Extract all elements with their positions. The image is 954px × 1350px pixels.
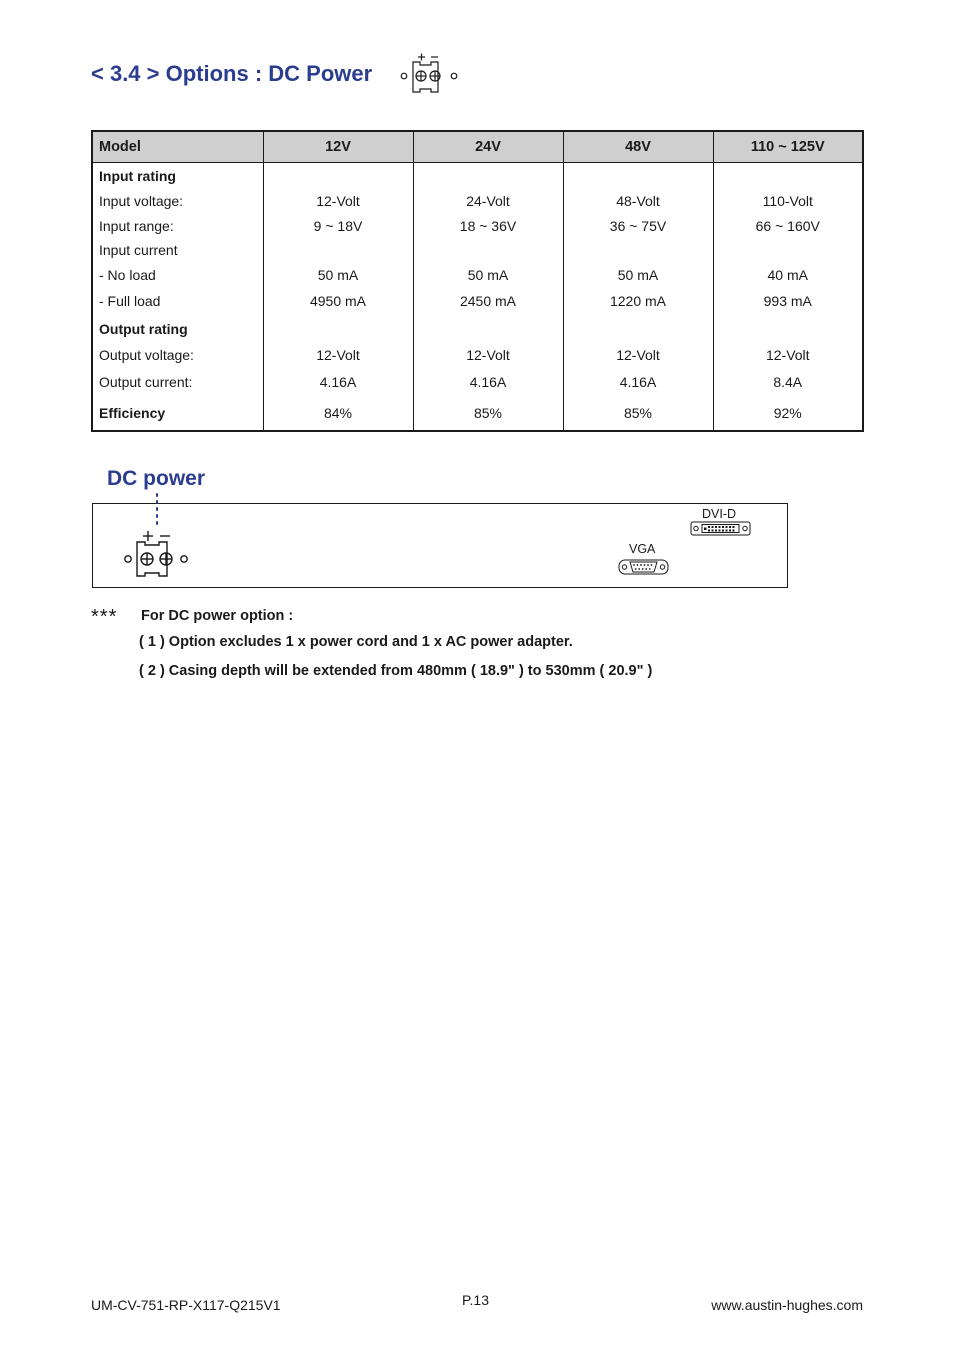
table-row <box>92 263 863 288</box>
table-cell: 50 mA <box>413 263 563 288</box>
table-cell <box>263 315 413 343</box>
vga-port-icon <box>618 557 670 577</box>
column-header: 24V <box>413 131 563 163</box>
table-cell: 85% <box>413 396 563 431</box>
table-cell <box>713 163 863 190</box>
table-cell: 110-Volt <box>713 189 863 214</box>
column-header: Model <box>92 131 263 163</box>
table-cell: 12-Volt <box>413 343 563 368</box>
table-cell: 4.16A <box>563 368 713 396</box>
table-cell <box>413 163 563 190</box>
dc-power-heading: DC power <box>107 467 206 490</box>
row-label: Input voltage: <box>92 189 263 214</box>
page-title: < 3.4 > Options : DC Power <box>91 61 373 86</box>
table-header-row <box>92 131 863 163</box>
pointer-dotted-line <box>152 492 162 528</box>
table-cell: 2450 mA <box>413 287 563 315</box>
table-row <box>92 214 863 239</box>
footer-website: www.austin-hughes.com <box>711 1297 863 1313</box>
row-label: Output current: <box>92 368 263 396</box>
table-cell <box>263 163 413 190</box>
table-cell: 4.16A <box>413 368 563 396</box>
rear-panel-diagram <box>92 503 788 588</box>
table-cell: 8.4A <box>713 368 863 396</box>
table-cell: 12-Volt <box>563 343 713 368</box>
table-cell: 50 mA <box>563 263 713 288</box>
table-row <box>92 287 863 315</box>
table-cell: 4.16A <box>263 368 413 396</box>
table-cell <box>263 238 413 263</box>
table-cell <box>413 238 563 263</box>
table-row <box>92 189 863 214</box>
dc-terminal-block-icon <box>120 528 194 580</box>
table-cell: 92% <box>713 396 863 431</box>
dc-terminal-icon <box>398 52 462 96</box>
table-cell: 50 mA <box>263 263 413 288</box>
row-label: Input current <box>92 238 263 263</box>
table-cell <box>563 238 713 263</box>
table-row <box>92 343 863 368</box>
note-item: ( 2 ) Casing depth will be extended from 480mm ( 18.9" ) to 530mm ( 20.9" ) <box>139 663 653 679</box>
table-row <box>92 163 863 190</box>
column-header: 110 ~ 125V <box>713 131 863 163</box>
table-row <box>92 238 863 263</box>
table-cell: 12-Volt <box>263 343 413 368</box>
table-cell <box>413 315 563 343</box>
table-cell: 4950 mA <box>263 287 413 315</box>
row-label: Input rating <box>92 163 263 190</box>
table-cell: 24-Volt <box>413 189 563 214</box>
table-cell: 9 ~ 18V <box>263 214 413 239</box>
table-cell: 40 mA <box>713 263 863 288</box>
note-stars: *** <box>91 606 118 628</box>
table-row <box>92 315 863 343</box>
column-header: 12V <box>263 131 413 163</box>
note-item: ( 1 ) Option excludes 1 x power cord and 1 x AC power adapter. <box>139 634 573 650</box>
table-row <box>92 396 863 431</box>
table-cell: 1220 mA <box>563 287 713 315</box>
table-cell: 84% <box>263 396 413 431</box>
table-cell <box>713 315 863 343</box>
table-cell: 36 ~ 75V <box>563 214 713 239</box>
row-label: - No load <box>92 263 263 288</box>
note-heading: For DC power option : <box>141 608 294 624</box>
row-label: Efficiency <box>92 396 263 431</box>
table-cell <box>563 163 713 190</box>
table-cell: 18 ~ 36V <box>413 214 563 239</box>
dc-power-spec-table <box>91 130 864 432</box>
table-cell: 66 ~ 160V <box>713 214 863 239</box>
column-header: 48V <box>563 131 713 163</box>
table-cell: 48-Volt <box>563 189 713 214</box>
row-label: - Full load <box>92 287 263 315</box>
row-label: Output rating <box>92 315 263 343</box>
footer-page-number: P.13 <box>462 1292 489 1308</box>
dvi-d-label: DVI-D <box>702 507 737 521</box>
dvi-d-port-icon <box>690 520 752 538</box>
table-cell <box>713 238 863 263</box>
table-cell: 85% <box>563 396 713 431</box>
vga-label: VGA <box>629 542 656 556</box>
table-cell: 12-Volt <box>263 189 413 214</box>
table-cell: 12-Volt <box>713 343 863 368</box>
row-label: Input range: <box>92 214 263 239</box>
table-row <box>92 368 863 396</box>
row-label: Output voltage: <box>92 343 263 368</box>
table-cell: 993 mA <box>713 287 863 315</box>
footer-doc-code: UM-CV-751-RP-X117-Q215V1 <box>91 1297 281 1313</box>
table-cell <box>563 315 713 343</box>
